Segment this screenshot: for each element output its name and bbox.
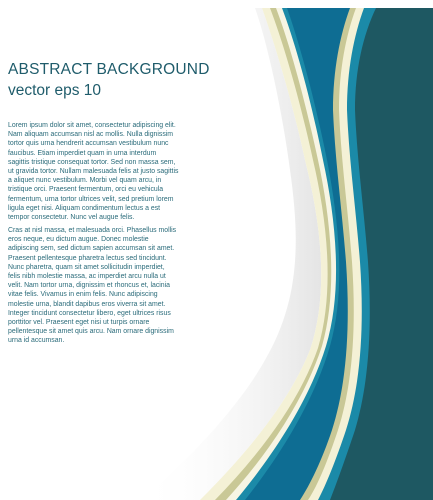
paragraph-line: urna id accumsan. [8, 337, 65, 345]
page-title: ABSTRACT BACKGROUND [8, 61, 210, 78]
paragraph-line: porttitor vel. Praesent eget nisi ut turpis ornare [8, 319, 150, 327]
paragraph-line: Nunc pharetra, quam sit amet sollicitudin imperdiet, [8, 263, 165, 271]
paragraph-line: Integer tincidunt consectetur libero, eget ultrices risus [8, 309, 171, 317]
paragraph-line: velit. Nam tortor urna, dignissim et rhoncus et, lacinia [8, 282, 170, 290]
paragraph-line: tristique orci. Praesent fermentum, orci eu vehicula [8, 186, 164, 194]
paragraph-line: tortor quis urna hendrerit accumsan vestibulum nunc [8, 140, 169, 148]
paragraph-line: pellentesque sit amet quis arcu. Nam ornare dignissim [8, 328, 174, 336]
paragraph-line: tempor consectetur. Nunc vel augue felis. [8, 214, 135, 222]
paragraph-line: Lorem ipsum dolor sit amet, consectetur adipiscing elit. [8, 122, 176, 129]
paragraph-line: eros neque, eu dictum augue. Donec molestie [8, 236, 149, 244]
paragraph-line: Cras at nisl massa, et malesuada orci. Phasellus mollis [8, 227, 177, 234]
page-subtitle: vector eps 10 [8, 82, 102, 99]
paragraph-line: fermentum, urna tortor ultrices velit, sed pretium lorem [8, 195, 174, 203]
paragraph-line: sagittis tristique consequat tortor. Sed non massa sem, [8, 158, 176, 166]
paragraph-line: Praesent pellentesque pharetra lectus sed tincidunt. [8, 254, 167, 262]
paragraph-line: vitae felis. Vivamus in enim felis. Nunc adipiscing [8, 291, 158, 299]
paragraph-line: ut gravida tortor. Nullam malesuada felis at justo sagittis [8, 168, 179, 176]
paragraph-line: ligula eget nisi. Aliquam condimentum lectus a est [8, 204, 161, 212]
paragraph-line: molestie urna, blandit dapibus eros viverra sit amet. [8, 300, 166, 308]
body-paragraph-1 [8, 121, 220, 222]
paragraph-line: felis nibh molestie massa, ac imperdiet arcu nulla ut [8, 273, 166, 281]
paragraph-line: adipiscing sem, sed dictum sapien accumsan sit amet. [8, 245, 175, 253]
paragraph-line: faucibus. Etiam imperdiet quam in urna interdum [8, 149, 157, 157]
body-paragraph-2 [8, 226, 220, 346]
paragraph-line: a aliquet nunc vestibulum. Morbi vel quam arcu, in [8, 177, 162, 185]
paragraph-line: Nam aliquam accumsan nisl ac mollis. Nulla dignissim [8, 131, 174, 139]
